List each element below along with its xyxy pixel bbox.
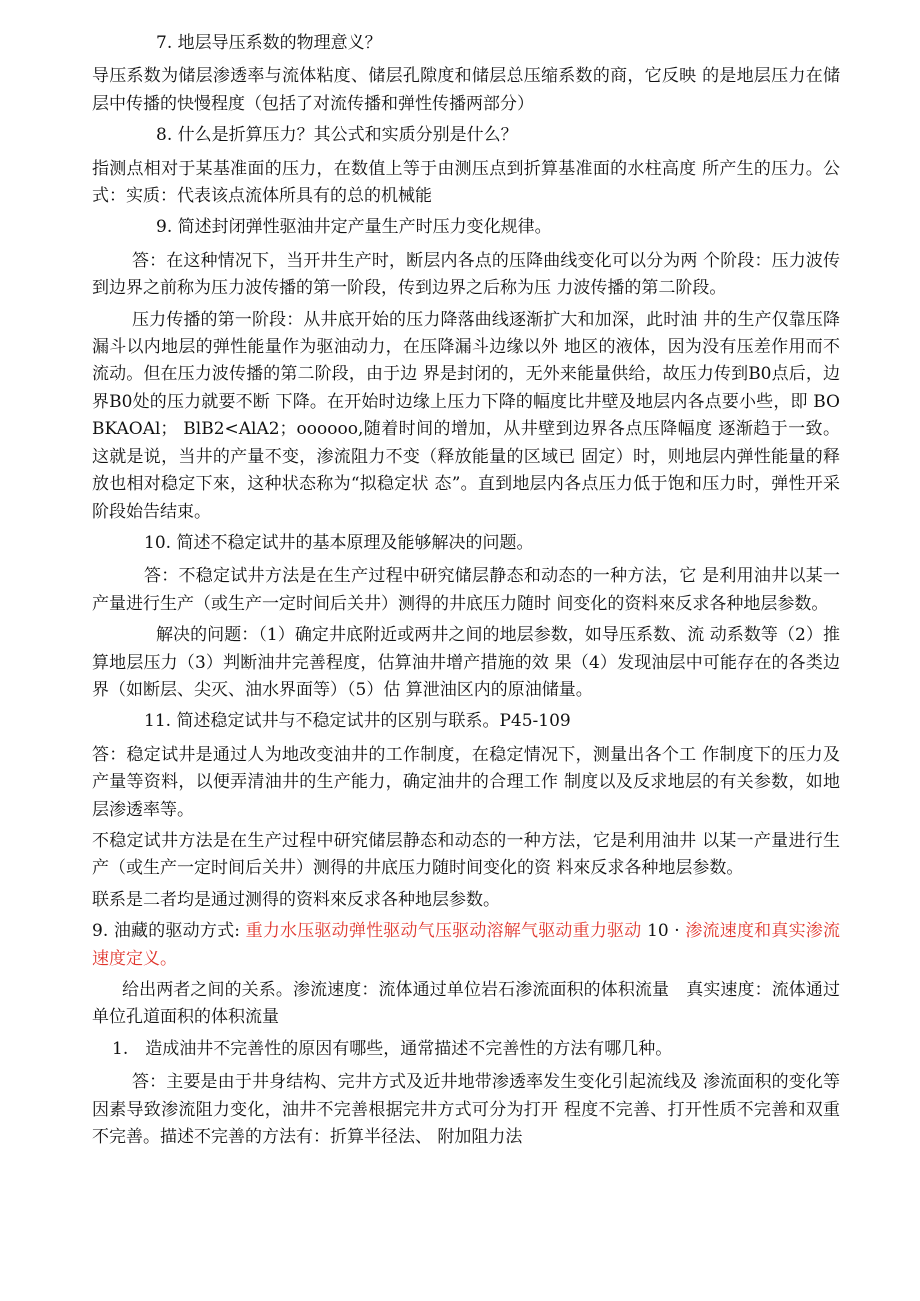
answer-7: 导压系数为储层渗透率与流体粘度、储层孔隙度和储层总压缩系数的商，它反映 的是地层压力在储层中传播的快慢程度（包括了对流传播和弹性传播两部分） [92,66,840,114]
velocity-definition: 给出两者之间的关系。渗流速度：流体通过单位岩石渗流面积的体积流量 真实速度：流体通过单位孔道面积的体积流量 [92,980,840,1028]
question-9: 9. 简述封闭弹性驱油井定产量生产时压力变化规律。 [156,217,552,238]
answer-11-part-2: 不稳定试井方法是在生产过程中研究储层静态和动态的一种方法，它是利用油井 以某一产量进行生产（或生产一定时间后关井）测得的井底压力随时间变化的资 料來反求各种地层参数。 [92,830,840,879]
answer-10-part-1: 答：不稳定试井方法是在生产过程中研究储层静态和动态的一种方法，它 是利用油井以某一产量进行生产（或生产一定时间后关井）测得的井底压力随时 间变化的资料來反求各种地层参数。 [92,566,840,614]
question-7: 7. 地层导压系数的物理意义？ [156,33,382,53]
answer-9-part-2: 压力传播的第一阶段：从井底开始的压力降落曲线逐渐扩大和加深，此时油 井的生产仅靠压降漏斗以内地层的弹性能量作为驱油动力，在压降漏斗边缘以外 地区的液体，因为没有压差作用而不流动。但在压力波传播的第二阶段，由于边 界是封闭的，无外来能量供给，故压力传到B0点后，边界B0处的压力就要不断 下降。在开始时边缘上压力下降的幅度比井壁及地层内各点要小些，即 BOBKAOAl； BlB2<AlA2；oooooo,随着时间的增加，从井壁到边界各点压降幅度 逐渐趋于一致。这就是说，当井的产量不变，渗流阻力不变（释放能量的区域已 固定）时，则地层内弹性能量的释放也相对稳定下來，这种状态称为“拟稳定状 态”。直到地层内各点压力低于饱和压力时，弹性开采阶段始告结束。 [92,309,840,522]
question-11: 11. 简述稳定试井与不稳定试井的区别与联系。P45-109 [144,711,571,732]
answer-11-part-3: 联系是二者均是通过测得的资料來反求各种地层参数。 [92,889,500,910]
drive-methods-line [92,918,840,973]
drive-mid: 10 · [641,921,686,942]
answer-11-part-1: 答：稳定试井是通过人为地改变油井的工作制度，在稳定情况下，测量出各个工 作制度下的压力及产量等资料，以便弄清油井的生产能力，确定油井的合理工作 制度以及反求地层的有关参数，如地层渗透率等。 [92,744,840,820]
answer-9-part-1: 答：在这种情况下，当开井生产时，断层内各点的压降曲线变化可以分为两 个阶段：压力波传到边界之前称为压力波传播的第一阶段，传到边界之后称为压 力波传播的第二阶段。 [92,250,840,299]
question-8: 8. 什么是折算压力？其公式和实质分别是什么？ [156,125,518,146]
drive-prefix: 9. 油藏的驱动方式: [92,921,246,942]
question-1: 1. 造成油井不完善性的原因有哪些，通常描述不完善性的方法有哪几种。 [112,1038,673,1059]
answer-10-part-2: 解决的问题：（1）确定井底附近或两井之间的地层参数，如导压系数、流 动系数等（2）推算地层压力（3）判断油井完善程度，估算油井增产措施的效 果（4）发现油层中可能存在的各类边界（如断层、尖灭、油水界面等）（5）估 算泄油区内的原油储量。 [92,625,840,700]
question-10: 10. 简述不稳定试井的基本原理及能够解决的问题。 [144,532,534,553]
drive-methods-highlight: 重力水压驱动弹性驱动气压驱动溶解气驱动重力驱动 [245,921,642,942]
answer-8: 指测点相对于某基准面的压力，在数值上等于由测压点到折算基准面的水柱高度 所产生的压力。公式：实质：代表该点流体所具有的总的机械能 [92,158,840,207]
velocity-title-highlight: 渗流速度和真实渗流速度定义。 [92,921,840,969]
answer-1: 答：主要是由于井身结构、完井方式及近井地带渗透率发生变化引起流线及 渗流面积的变化等因素导致渗流阻力变化，油井不完善根据完井方式可分为打开 程度不完善、打开性质不完善和双重不完善。描述不完善的方法有：折算半径法、 附加阻力法 [92,1072,840,1148]
